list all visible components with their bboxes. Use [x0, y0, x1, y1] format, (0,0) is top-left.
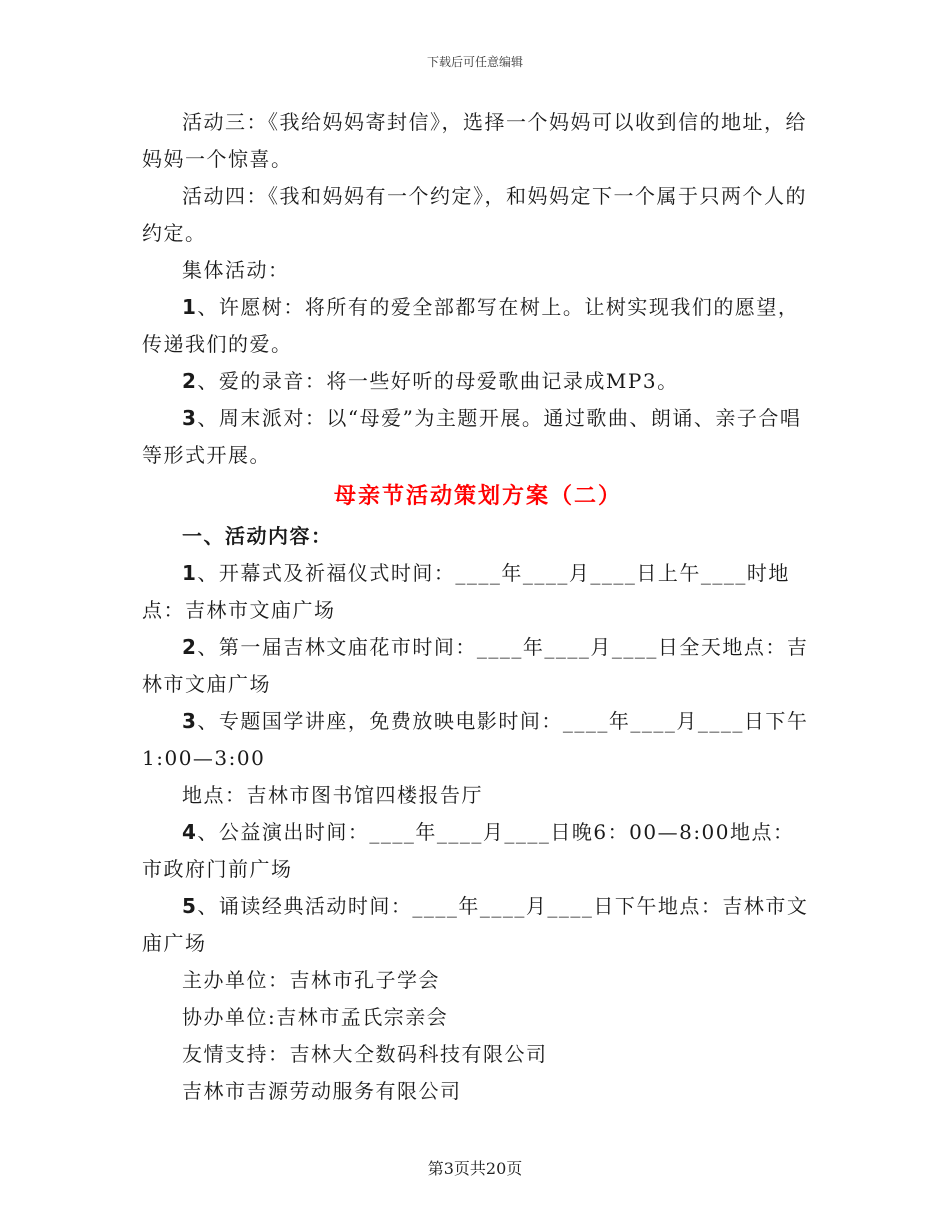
list-item: [142, 363, 814, 400]
organizer-line: 主办单位：吉林市孔子学会: [182, 968, 440, 992]
group-activities-label: 集体活动：: [182, 258, 290, 282]
list-item-text: 、开幕式及祈福仪式时间：____年____月____日上午____时地点：吉林市文庙广场: [142, 561, 790, 622]
list-item-number: 1: [182, 561, 198, 585]
list-item-text: 、专题国学讲座，免费放映电影时间：____年____月____日下午1:00—3:00: [142, 709, 809, 770]
list-item-text: 、爱的录音：将一些好听的母爱歌曲记录成MP3。: [197, 369, 679, 393]
support-line: 友情支持：吉林大仝数码科技有限公司: [182, 1042, 548, 1066]
paragraph-activity-3: 活动三：《我给妈妈寄封信》，选择一个妈妈可以收到信的地址，给妈妈一个惊喜。: [142, 110, 807, 171]
list-item-text: 、第一届吉林文庙花市时间：____年____月____日全天地点：吉林市文庙广场: [142, 635, 809, 696]
list-item-text: 、公益演出时间：____年____月____日晚6：00—8:00地点：市政府门前广场: [142, 820, 795, 881]
document-body: [142, 104, 814, 1110]
section-title: 母亲节活动策划方案（二）: [333, 483, 622, 509]
list-item: [142, 703, 814, 777]
list-item-text: 、许愿树：将所有的爱全部都写在树上。让树实现我们的愿望，传递我们的爱。: [142, 295, 800, 356]
list-item-number: 1: [182, 295, 198, 319]
support-line-2: 吉林市吉源劳动服务有限公司: [182, 1079, 462, 1103]
list-item: [142, 888, 814, 962]
list-item-number: 3: [182, 709, 198, 733]
list-item: [142, 629, 814, 703]
list-item-text: 、周末派对：以“母爱”为主题开展。通过歌曲、朗诵、亲子合唱等形式开展。: [142, 406, 802, 467]
list-item-number: 3: [182, 406, 198, 430]
list-item: [142, 289, 814, 363]
section-heading: 一、活动内容：: [182, 524, 333, 548]
list-item-number: 2: [182, 635, 198, 659]
page-footer: 第3页共20页: [427, 1159, 523, 1178]
list-item: [142, 400, 814, 474]
list-item-text: 、诵读经典活动时间：____年____月____日下午地点：吉林市文庙广场: [142, 894, 809, 955]
list-item-number: 5: [182, 894, 198, 918]
page-header: 下载后可任意编辑: [426, 55, 523, 69]
list-item-number: 2: [182, 369, 198, 393]
co-organizer-line: 协办单位:吉林市孟氏宗亲会: [182, 1005, 449, 1029]
list-item: [142, 814, 814, 888]
location-line: 地点：吉林市图书馆四楼报告厅: [182, 783, 483, 807]
list-item: [142, 555, 814, 629]
list-item-number: 4: [182, 820, 198, 844]
paragraph-activity-4: 活动四：《我和妈妈有一个约定》，和妈妈定下一个属于只两个人的约定。: [142, 184, 807, 245]
